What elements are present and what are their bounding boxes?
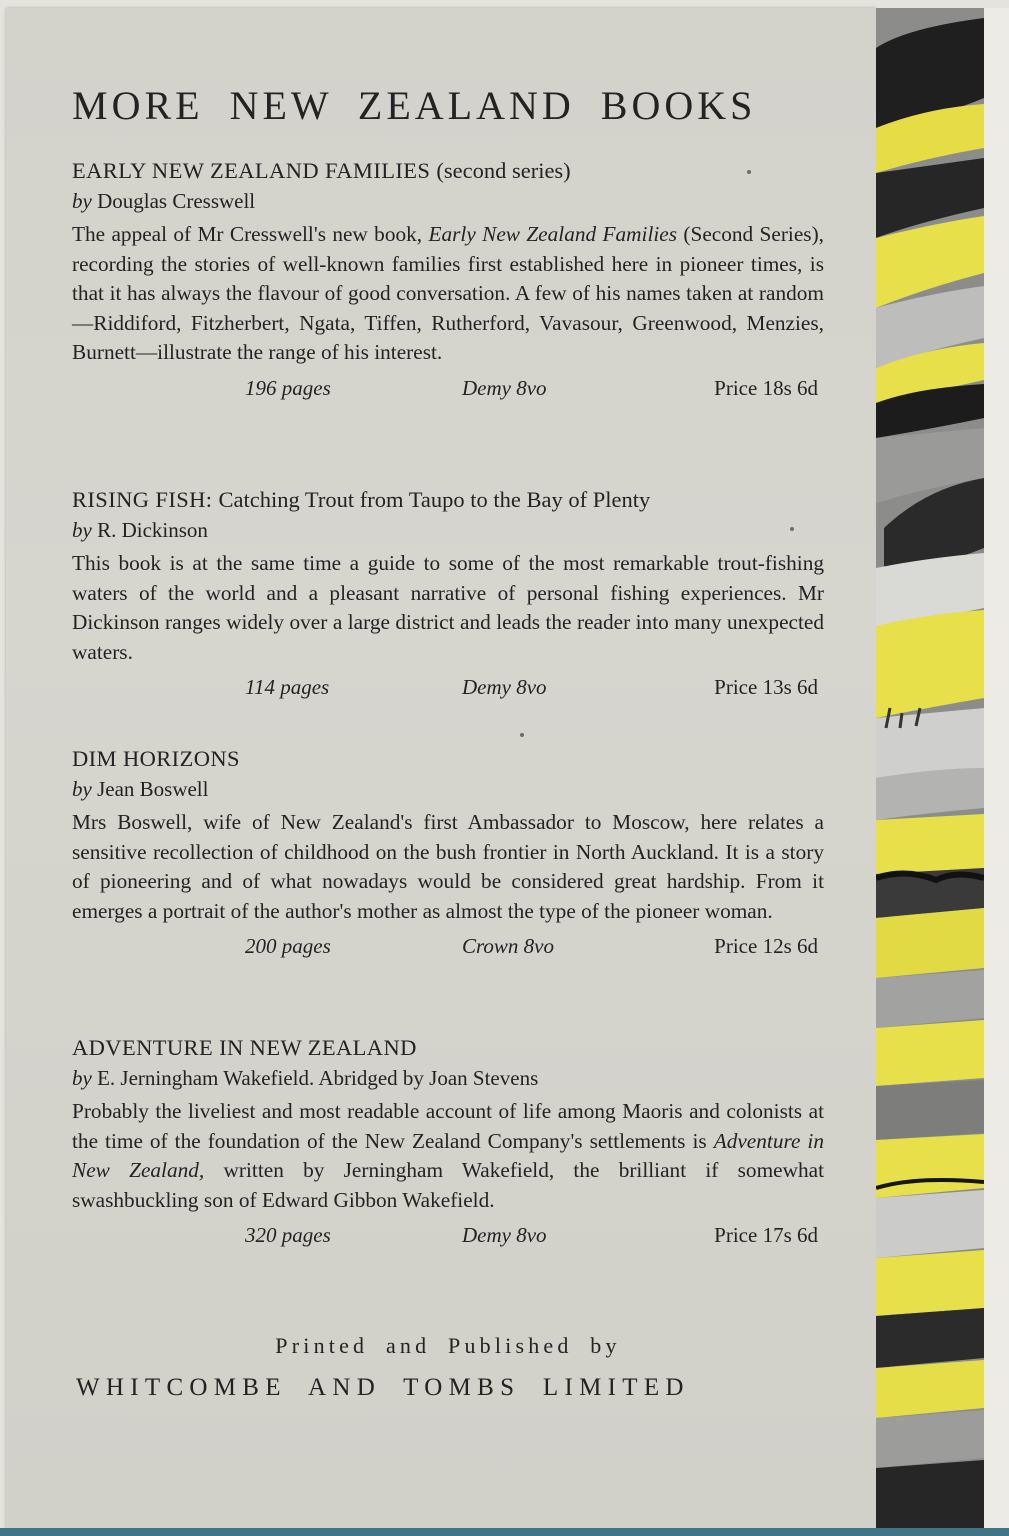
cloth-edge	[0, 1528, 1009, 1536]
book-price: Price 18s 6d	[714, 375, 818, 400]
page-title: MORE NEW ZEALAND BOOKS	[72, 83, 757, 128]
by-label: by	[72, 518, 92, 542]
author-name: Jean Boswell	[97, 777, 209, 801]
book-description	[72, 1097, 824, 1215]
book-description	[72, 220, 824, 368]
page-count: 320 pages	[245, 1223, 331, 1247]
author-name: Douglas Cresswell	[97, 189, 256, 213]
book-description: This book is at the same time a guide to some of the most remarkable trout-fishing waters of the world and a pleasant narrative of personal fishing experiences. Mr Dickinson ranges widely over a large district and leads the reader into many unexpected waters.	[72, 551, 824, 664]
book-format: Crown 8vo	[462, 934, 554, 958]
publisher-line: Printed and Published by	[275, 1333, 621, 1358]
book-entry-2	[72, 487, 824, 705]
desc-text: Probably the liveliest and most readable account of life among Maoris and colonists at the time of the foundation of the New Zealand Company's settlements is	[72, 1099, 824, 1153]
page-count: 200 pages	[245, 934, 331, 958]
by-label: by	[72, 777, 92, 801]
book-subtitle: (second series)	[436, 158, 571, 183]
book-subtitle: Catching Trout from Taupo to the Bay of Plenty	[218, 487, 651, 512]
book-title-main: RISING FISH:	[72, 487, 213, 512]
book-meta	[72, 1223, 824, 1253]
book-price: Price 13s 6d	[714, 675, 818, 699]
book-price: Price 17s 6d	[714, 1223, 818, 1247]
by-label: by	[72, 1066, 92, 1090]
paper-speck	[790, 527, 794, 531]
desc-text: The appeal of Mr Cresswell's new book,	[72, 222, 423, 246]
by-label: by	[72, 189, 92, 213]
book-title-main: EARLY NEW ZEALAND FAMILIES	[72, 158, 431, 183]
book-author	[72, 189, 824, 214]
book-format: Demy 8vo	[462, 675, 547, 699]
author-name: R. Dickinson	[97, 518, 208, 542]
desc-italic: Early New Zealand Families	[428, 222, 678, 246]
book-entry-4	[72, 1035, 824, 1253]
desc-text: written by Jerningham Wakefield, the brilliant if somewhat swashbuckling son of Edward Gibbon Wakefield.	[72, 1158, 824, 1212]
book-meta	[72, 376, 824, 406]
board-edge	[984, 8, 1009, 1530]
book-format: Demy 8vo	[462, 375, 547, 400]
book-meta	[72, 934, 824, 964]
book-meta	[72, 675, 824, 705]
book-title: DIM HORIZONS	[72, 746, 240, 771]
spine-artwork	[876, 8, 984, 1530]
publisher-name: WHITCOMBE AND TOMBS LIMITED	[76, 1374, 690, 1401]
book-author	[72, 1066, 824, 1091]
book-author	[72, 518, 824, 543]
desc-italic: Adventure in New Zealand,	[72, 1128, 825, 1182]
page-count: 196 pages	[245, 375, 331, 400]
book-entry-3	[72, 746, 824, 964]
book-format: Demy 8vo	[462, 1223, 547, 1247]
book-price: Price 12s 6d	[714, 934, 818, 958]
paper-speck	[520, 733, 524, 737]
author-name: E. Jerningham Wakefield. Abridged by Joan Stevens	[97, 1066, 539, 1090]
page-count: 114 pages	[245, 675, 330, 699]
paper-speck	[747, 170, 751, 174]
book-title	[72, 487, 824, 513]
book-author	[72, 777, 824, 802]
book-description: Mrs Boswell, wife of New Zealand's first Ambassador to Moscow, here relates a sensitive recollection of childhood on the bush frontier in North Auckland. It is a story of pioneering and of what nowadays would be considered great hardship. From it emerges a portrait of the author's mother as almost the type of the pioneer woman.	[72, 810, 824, 923]
desc-text: (Second Series), recording the stories of well-known families first established here in pioneer times, is that it has always the flavour of good conversation. A few of his names taken at random—Riddiford, Fitzherbert, Ngata, Tiffen, Rutherford, Vavasour, Greenwood, Menzies, Burnett—illustrate the range of his interest.	[72, 222, 824, 364]
book-title: ADVENTURE IN NEW ZEALAND	[72, 1035, 417, 1060]
book-entry-1	[72, 158, 824, 406]
book-title	[72, 158, 824, 184]
